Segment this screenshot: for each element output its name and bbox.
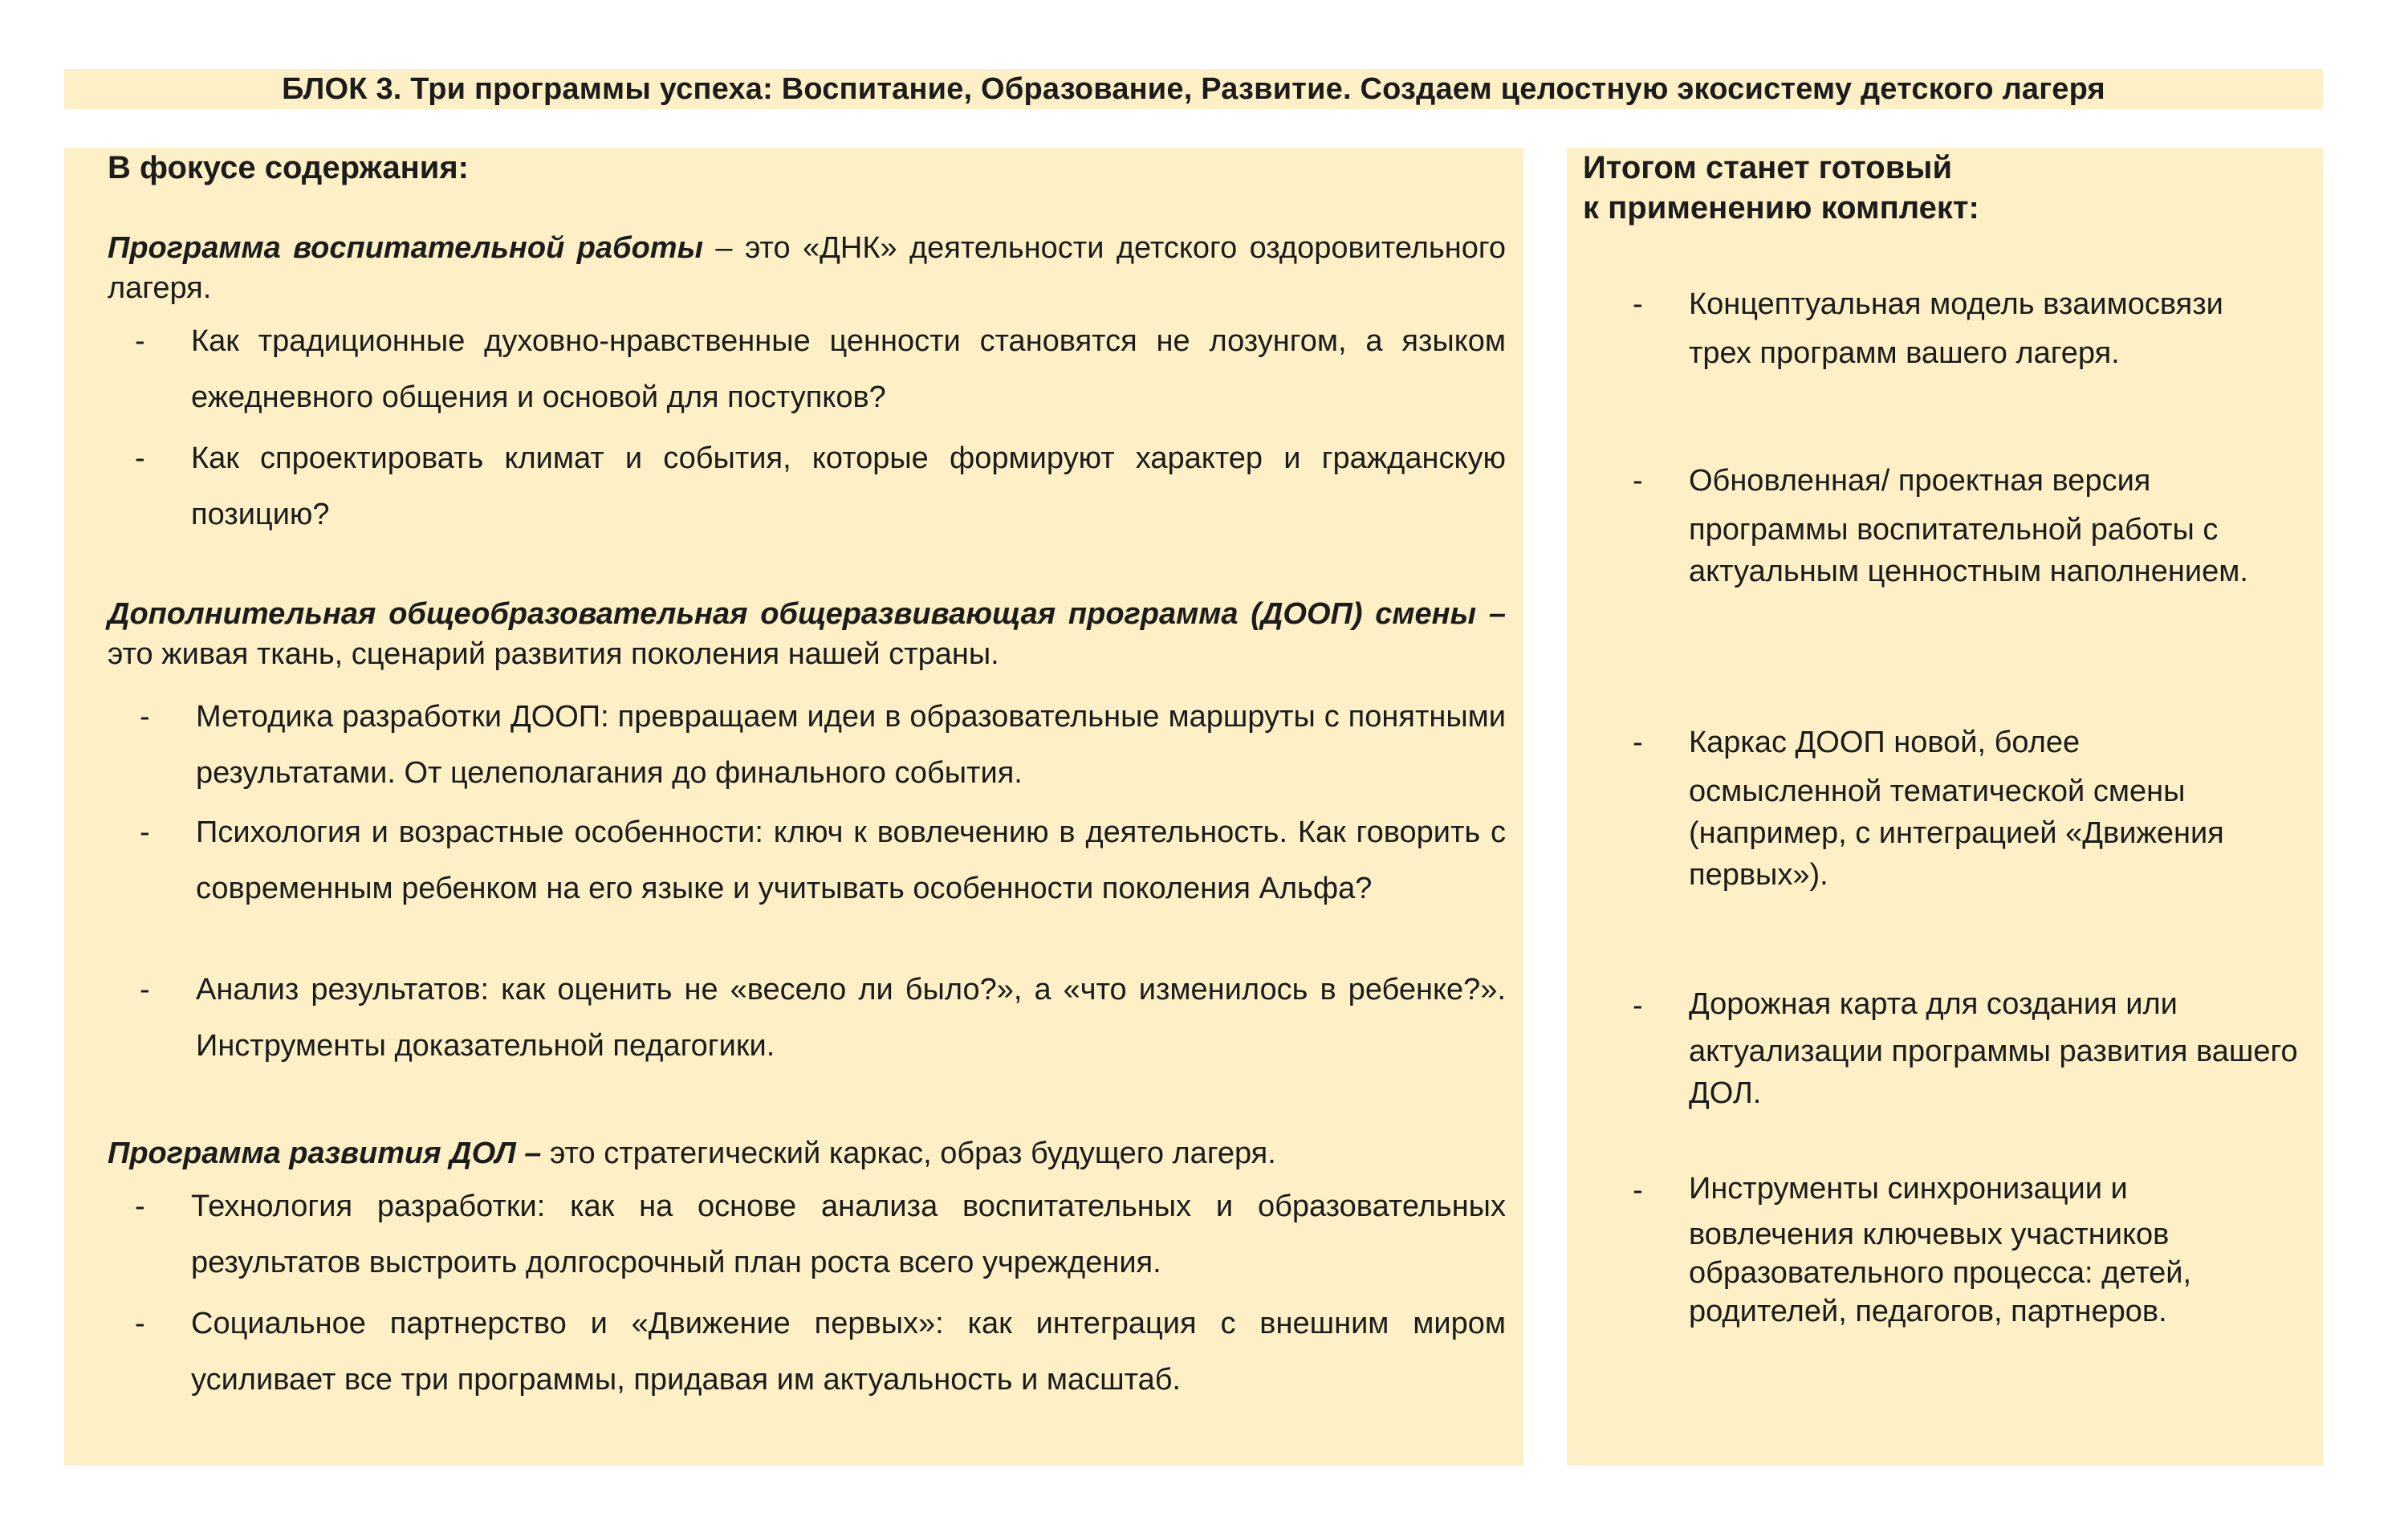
section-2-item-2: Психология и возрастные особенности: ключ к вовлечению в деятельность. Как говорить с современным ребенком на его языке и учитывать особенности поколения Альфа? — [196, 815, 1506, 905]
deliverables-heading — [1583, 148, 2305, 228]
bullet-dash: - — [1633, 989, 1643, 1023]
section-2-title: Дополнительная общеобразовательная общеразвивающая программа (ДООП) смены – — [108, 597, 1506, 631]
section-3-item-2: Социальное партнерство и «Движение первых»: как интеграция с внешним миром усиливает все три программы, придавая им актуальность и масштаб. — [191, 1307, 1506, 1397]
bullet-dash: - — [135, 1307, 145, 1340]
section-3-description: это стратегический каркас, образ будущего лагеря. — [541, 1137, 1276, 1170]
section-1-item-1: Как традиционные духовно-нравственные ценности становятся не лозунгом, а языком ежедневного общения и основой для поступков? — [191, 324, 1506, 414]
bullet-dash: - — [140, 973, 150, 1007]
deliverable-item-1 — [1689, 276, 2323, 374]
deliverables-heading-line-2: к применению комплект: — [1583, 190, 1979, 226]
deliverable-item-1-rest: трех программ вашего лагеря. — [1689, 336, 2120, 370]
section-1-intro — [108, 228, 1506, 308]
deliverable-item-5 — [1689, 1162, 2323, 1331]
bullet-dash: - — [140, 815, 150, 849]
deliverable-item-5-rest: вовлечения ключевых участников образовательного процесса: детей, родителей, педагогов, партнеров. — [1689, 1218, 2192, 1328]
section-2-description: это живая ткань, сценарий развития поколения нашей страны. — [108, 637, 999, 671]
deliverable-item-3 — [1689, 714, 2323, 896]
bullet-dash: - — [1633, 464, 1643, 498]
deliverable-item-3-line-1: Каркас ДООП новой, более — [1689, 726, 2081, 759]
deliverable-item-2-rest: программы воспитательной работы с актуальным ценностным наполнением. — [1689, 513, 2248, 588]
deliverable-item-5-line-1: Инструменты синхронизации и — [1689, 1172, 2128, 1206]
bullet-dash: - — [1633, 1173, 1643, 1207]
section-1-item-2: Как спроектировать климат и события, которые формируют характер и гражданскую позицию? — [191, 441, 1506, 531]
bullet-dash: - — [1633, 726, 1643, 759]
deliverable-item-4-rest: актуализации программы развития вашего ДОЛ. — [1689, 1035, 2298, 1110]
bullet-dash: - — [135, 1190, 145, 1223]
section-2-item-3: Анализ результатов: как оценить не «весело ли было?», а «что изменилось в ребенке?». Инструменты доказательной педагогики. — [196, 973, 1506, 1063]
section-2-intro — [108, 594, 1506, 674]
section-2-item-1: Методика разработки ДООП: превращаем идеи в образовательные маршруты с понятными результатами. От целеполагания до финального события. — [196, 700, 1506, 790]
bullet-dash: - — [135, 441, 145, 475]
section-1-description: – это «ДНК» деятельности детского оздоровительного лагеря. — [108, 231, 1506, 305]
deliverable-item-2 — [1689, 453, 2323, 592]
section-1-title: Программа воспитательной работы — [108, 231, 704, 265]
section-3-intro — [108, 1133, 1506, 1173]
block-title: БЛОК 3. Три программы успеха: Воспитание, Образование, Развитие. Создаем целостную экосистему детского лагеря — [282, 72, 2105, 106]
deliverable-item-3-rest: осмысленной тематической смены (например, с интеграцией «Движения первых»). — [1689, 775, 2224, 892]
deliverable-item-4-line-1: Дорожная карта для создания или — [1689, 987, 2178, 1021]
section-3-item-1: Технология разработки: как на основе анализа воспитательных и образовательных результатов выстроить долгосрочный план роста всего учреждения. — [191, 1190, 1506, 1279]
deliverables-heading-line-1: Итогом станет готовый — [1583, 150, 1953, 185]
bullet-dash: - — [140, 700, 150, 734]
focus-heading: В фокусе содержания: — [108, 150, 469, 185]
deliverable-item-4 — [1689, 978, 2323, 1114]
section-3-title: Программа развития ДОЛ – — [108, 1137, 542, 1170]
deliverable-item-2-line-1: Обновленная/ проектная версия — [1689, 464, 2151, 498]
bullet-dash: - — [1633, 287, 1643, 321]
deliverable-item-1-line-1: Концептуальная модель взаимосвязи — [1689, 287, 2223, 321]
bullet-dash: - — [135, 324, 145, 358]
